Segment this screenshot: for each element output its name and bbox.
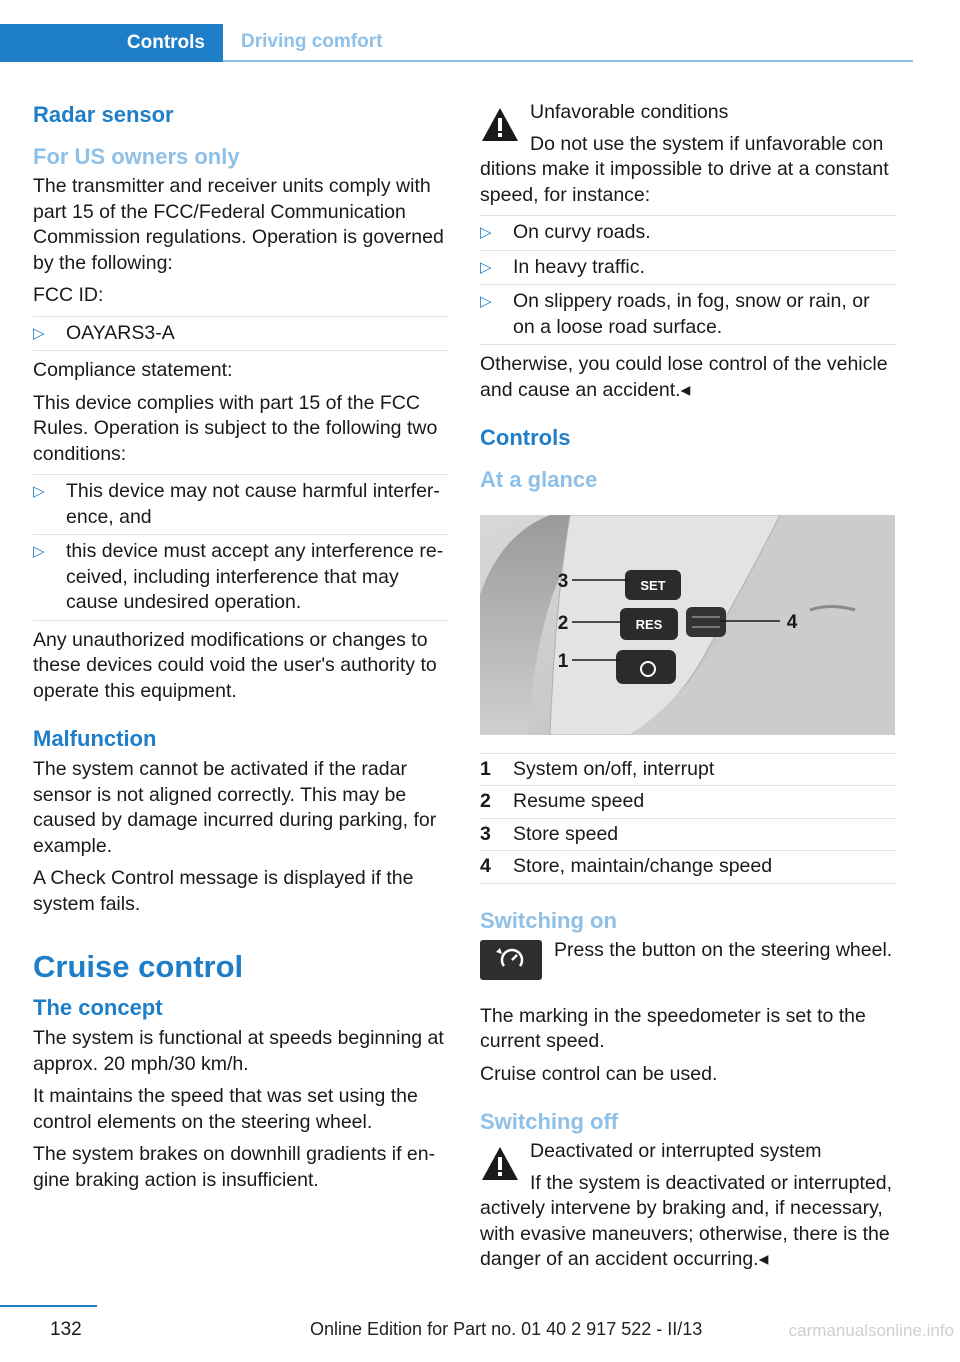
- warning-deactivated: [480, 1139, 896, 1273]
- malfunction-text: The system cannot be activated if the radar sensor is not aligned correctly. This may be caused by damage incurred during parking, for example.: [33, 758, 437, 857]
- callout-2: 2: [557, 613, 569, 634]
- switching-on-text-2: Cruise control can be used.: [480, 1062, 718, 1085]
- concept-heading: The concept: [33, 995, 163, 1020]
- header-tabs: [0, 24, 895, 62]
- edition-text: Online Edition for Part no. 01 40 2 917 522 - II/13: [310, 1319, 703, 1339]
- cruise-control-heading: Cruise control: [33, 949, 244, 984]
- concept-text-3: The system brakes on downhill gradients if engine braking action is insufficient.: [33, 1143, 436, 1191]
- warning-end-text: Otherwise, you could lose control of the vehicle and cause an accident.◂: [480, 353, 888, 401]
- switching-on-text-1: The marking in the speedometer is set to the current speed.: [480, 1004, 866, 1052]
- list-item: ▷ On curvy roads.: [480, 215, 896, 251]
- fcc-id-list: [33, 316, 449, 352]
- triangle-bullet-icon: ▷: [33, 324, 45, 342]
- tab-controls[interactable]: Controls: [0, 24, 223, 62]
- list-item: ▷ This device may not cause harmful interference, and: [33, 474, 449, 535]
- legend-item: 3 Store speed: [480, 819, 896, 852]
- res-button-label: RES: [635, 617, 663, 632]
- callout-4: 4: [786, 612, 798, 633]
- triangle-bullet-icon: ▷: [480, 224, 492, 241]
- callout-1: 1: [557, 651, 569, 672]
- warning-title: Unfavorable conditions: [530, 101, 729, 123]
- us-owners-heading: For US owners only: [33, 144, 240, 169]
- triangle-bullet-icon: ▷: [480, 258, 492, 276]
- list-item: ▷ In heavy traffic.: [480, 251, 896, 286]
- legend-item: 1 System on/off, interrupt: [480, 753, 896, 787]
- compliance-label: Compliance statement:: [33, 359, 233, 381]
- triangle-bullet-icon: ▷: [480, 293, 492, 310]
- malfunction-heading: Malfunction: [33, 726, 157, 751]
- footer-divider: [0, 1305, 97, 1307]
- list-item: ▷ OAYARS3-A: [33, 316, 449, 352]
- warning-text-b: ditions make it impossible to drive at a constant speed, for instance:: [480, 158, 889, 206]
- legend-item: 4 Store, maintain/change speed: [480, 851, 896, 884]
- set-button-label: SET: [640, 578, 666, 593]
- figure-legend: [480, 753, 896, 884]
- list-item: ▷ On slippery roads, in fog, snow or rain, or on a loose road surface.: [480, 285, 896, 345]
- unauthorized-text: Any unauthorized modifications or changes to these devices could void the user's authority to operate this equipment.: [33, 628, 437, 702]
- warning-triangle-icon: [480, 106, 520, 144]
- fcc-id-label: FCC ID:: [33, 284, 104, 306]
- warning-unfavorable: [480, 100, 896, 208]
- radar-sensor-heading: Radar sensor: [33, 102, 174, 127]
- concept-text-1: The system is functional at speeds beginning at approx. 20 mph/30 km/h.: [33, 1027, 444, 1075]
- page-number: 132: [50, 1319, 82, 1340]
- left-column: [33, 100, 449, 1200]
- switching-off-heading: Switching off: [480, 1109, 619, 1134]
- warning-text-b: actively intervene by braking and, if necessary, with evasive maneuvers; otherwise, there is the danger of an accident occurring.◂: [480, 1197, 890, 1270]
- triangle-bullet-icon: ▷: [33, 543, 45, 560]
- compliance-text: This device complies with part 15 of the FCC Rules. Operation is subject to the following two conditions:: [33, 391, 438, 465]
- switching-on-text: Press the button on the steering wheel.: [554, 938, 893, 961]
- switching-on-heading: Switching on: [480, 907, 617, 933]
- right-column: [480, 100, 896, 1280]
- at-a-glance-heading: At a glance: [480, 467, 598, 492]
- check-control-text: A Check Control message is displayed if the system fails.: [33, 867, 414, 915]
- warning-title: Deactivated or interrupted system: [530, 1140, 822, 1162]
- conditions-list: [33, 474, 449, 621]
- controls-heading: Controls: [480, 425, 571, 450]
- tab-driving-comfort[interactable]: Driving comfort: [223, 24, 913, 62]
- triangle-bullet-icon: ▷: [33, 483, 45, 500]
- steering-wheel-figure: [480, 515, 895, 735]
- legend-item: 2 Resume speed: [480, 786, 896, 819]
- warning-text-a: Do not use the system if unfavorable con: [530, 132, 884, 155]
- unfavorable-list: [480, 215, 896, 345]
- warning-triangle-icon: [480, 1145, 520, 1183]
- warning-text-a: If the system is deactivated or interrupted,: [530, 1171, 893, 1194]
- switching-on-row: [480, 938, 896, 982]
- us-owners-text: The transmitter and receiver units comply with part 15 of the FCC/Federal Communication Commission regulations. Operation is governed by the following:: [33, 175, 444, 274]
- list-item: ▷ this device must accept any interference received, including interference that may cause undesired operation.: [33, 535, 449, 621]
- callout-3: 3: [557, 571, 569, 592]
- cruise-control-button-icon: [480, 940, 542, 980]
- concept-text-2: It maintains the speed that was set using the control elements on the steering wheel.: [33, 1085, 418, 1133]
- watermark: carmanualsonline.info: [788, 1321, 954, 1340]
